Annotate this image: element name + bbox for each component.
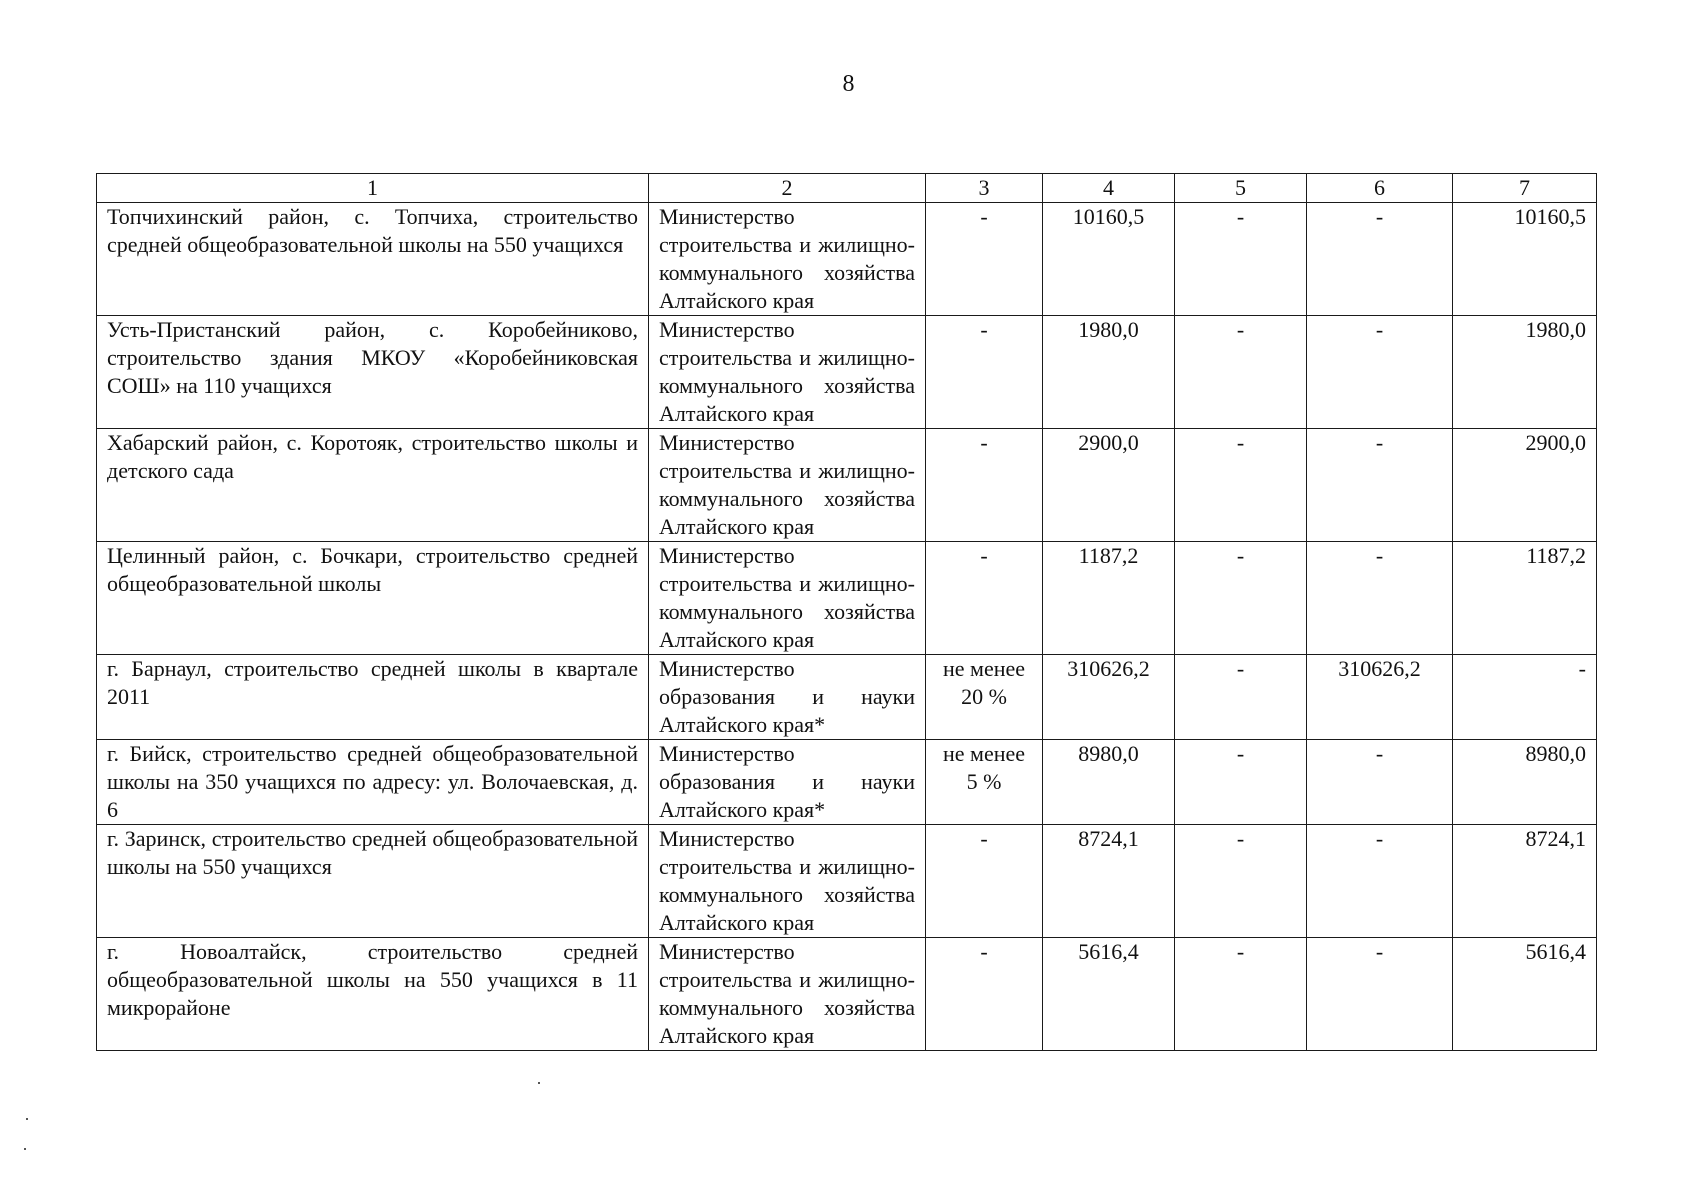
cofinancing-cell: -: [926, 203, 1043, 316]
amount-col6-cell: -: [1307, 429, 1453, 542]
column-number-row: [97, 174, 1597, 203]
amount-col7-cell: 10160,5: [1453, 203, 1597, 316]
amount-col4-cell: 10160,5: [1043, 203, 1175, 316]
cofinancing-cell: -: [926, 938, 1043, 1051]
table-row: [97, 938, 1597, 1051]
cofinancing-cell: не менее 5 %: [926, 740, 1043, 825]
amount-col6-cell: -: [1307, 825, 1453, 938]
cofinancing-cell: -: [926, 316, 1043, 429]
ministry-cell: Министерство строительства и жилищно-коммунального хозяйства Алтайского края: [649, 938, 926, 1051]
amount-col7-cell: 1980,0: [1453, 316, 1597, 429]
table-row: [97, 316, 1597, 429]
amount-col7-cell: 8724,1: [1453, 825, 1597, 938]
object-cell: г. Заринск, строительство средней общеобразовательной школы на 550 учащихся: [97, 825, 649, 938]
table-row: [97, 740, 1597, 825]
column-number-5: 5: [1175, 174, 1307, 203]
object-cell: Целинный район, с. Бочкари, строительство средней общеобразовательной школы: [97, 542, 649, 655]
table-row: [97, 825, 1597, 938]
amount-col4-cell: 1187,2: [1043, 542, 1175, 655]
amount-col6-cell: 310626,2: [1307, 655, 1453, 740]
column-number-4: 4: [1043, 174, 1175, 203]
amount-col6-cell: -: [1307, 542, 1453, 655]
cofinancing-cell: -: [926, 825, 1043, 938]
amount-col5-cell: -: [1175, 316, 1307, 429]
amount-col4-cell: 310626,2: [1043, 655, 1175, 740]
amount-col7-cell: 8980,0: [1453, 740, 1597, 825]
amount-col5-cell: -: [1175, 542, 1307, 655]
table-row: [97, 655, 1597, 740]
amount-col5-cell: -: [1175, 938, 1307, 1051]
scan-speck: [26, 1118, 28, 1120]
table-row: [97, 429, 1597, 542]
amount-col7-cell: 2900,0: [1453, 429, 1597, 542]
amount-col4-cell: 1980,0: [1043, 316, 1175, 429]
cofinancing-cell: не менее 20 %: [926, 655, 1043, 740]
table-row: [97, 542, 1597, 655]
column-number-1: 1: [97, 174, 649, 203]
amount-col7-cell: 1187,2: [1453, 542, 1597, 655]
amount-col6-cell: -: [1307, 203, 1453, 316]
amount-col5-cell: -: [1175, 429, 1307, 542]
amount-col6-cell: -: [1307, 938, 1453, 1051]
amount-col5-cell: -: [1175, 203, 1307, 316]
amount-col7-cell: 5616,4: [1453, 938, 1597, 1051]
column-number-2: 2: [649, 174, 926, 203]
amount-col6-cell: -: [1307, 316, 1453, 429]
amount-col5-cell: -: [1175, 825, 1307, 938]
amount-col4-cell: 8724,1: [1043, 825, 1175, 938]
object-cell: Топчихинский район, с. Топчиха, строительство средней общеобразовательной школы на 550 учащихся: [97, 203, 649, 316]
table-row: [97, 203, 1597, 316]
amount-col5-cell: -: [1175, 740, 1307, 825]
object-cell: Усть-Пристанский район, с. Коробейниково, строительство здания МКОУ «Коробейниковская СОШ» на 110 учащихся: [97, 316, 649, 429]
ministry-cell: Министерство строительства и жилищно-коммунального хозяйства Алтайского края: [649, 316, 926, 429]
object-cell: Хабарский район, с. Коротояк, строительство школы и детского сада: [97, 429, 649, 542]
ministry-cell: Министерство строительства и жилищно-коммунального хозяйства Алтайского края: [649, 203, 926, 316]
amount-col7-cell: -: [1453, 655, 1597, 740]
ministry-cell: Министерство строительства и жилищно-коммунального хозяйства Алтайского края: [649, 542, 926, 655]
scan-speck: [24, 1148, 26, 1150]
column-number-6: 6: [1307, 174, 1453, 203]
amount-col4-cell: 8980,0: [1043, 740, 1175, 825]
amount-col4-cell: 2900,0: [1043, 429, 1175, 542]
object-cell: г. Бийск, строительство средней общеобразовательной школы на 350 учащихся по адресу: ул. Волочаевская, д. 6: [97, 740, 649, 825]
cofinancing-cell: -: [926, 542, 1043, 655]
scan-speck: [538, 1082, 540, 1084]
page-number: 8: [842, 71, 855, 97]
investment-table: [96, 173, 1597, 1051]
amount-col6-cell: -: [1307, 740, 1453, 825]
column-number-3: 3: [926, 174, 1043, 203]
cofinancing-cell: -: [926, 429, 1043, 542]
ministry-cell: Министерство строительства и жилищно-коммунального хозяйства Алтайского края: [649, 825, 926, 938]
object-cell: г. Барнаул, строительство средней школы в квартале 2011: [97, 655, 649, 740]
object-cell: г. Новоалтайск, строительство средней общеобразовательной школы на 550 учащихся в 11 микрорайоне: [97, 938, 649, 1051]
ministry-cell: Министерство образования и науки Алтайского края*: [649, 655, 926, 740]
ministry-cell: Министерство строительства и жилищно-коммунального хозяйства Алтайского края: [649, 429, 926, 542]
column-number-7: 7: [1453, 174, 1597, 203]
amount-col5-cell: -: [1175, 655, 1307, 740]
ministry-cell: Министерство образования и науки Алтайского края*: [649, 740, 926, 825]
amount-col4-cell: 5616,4: [1043, 938, 1175, 1051]
